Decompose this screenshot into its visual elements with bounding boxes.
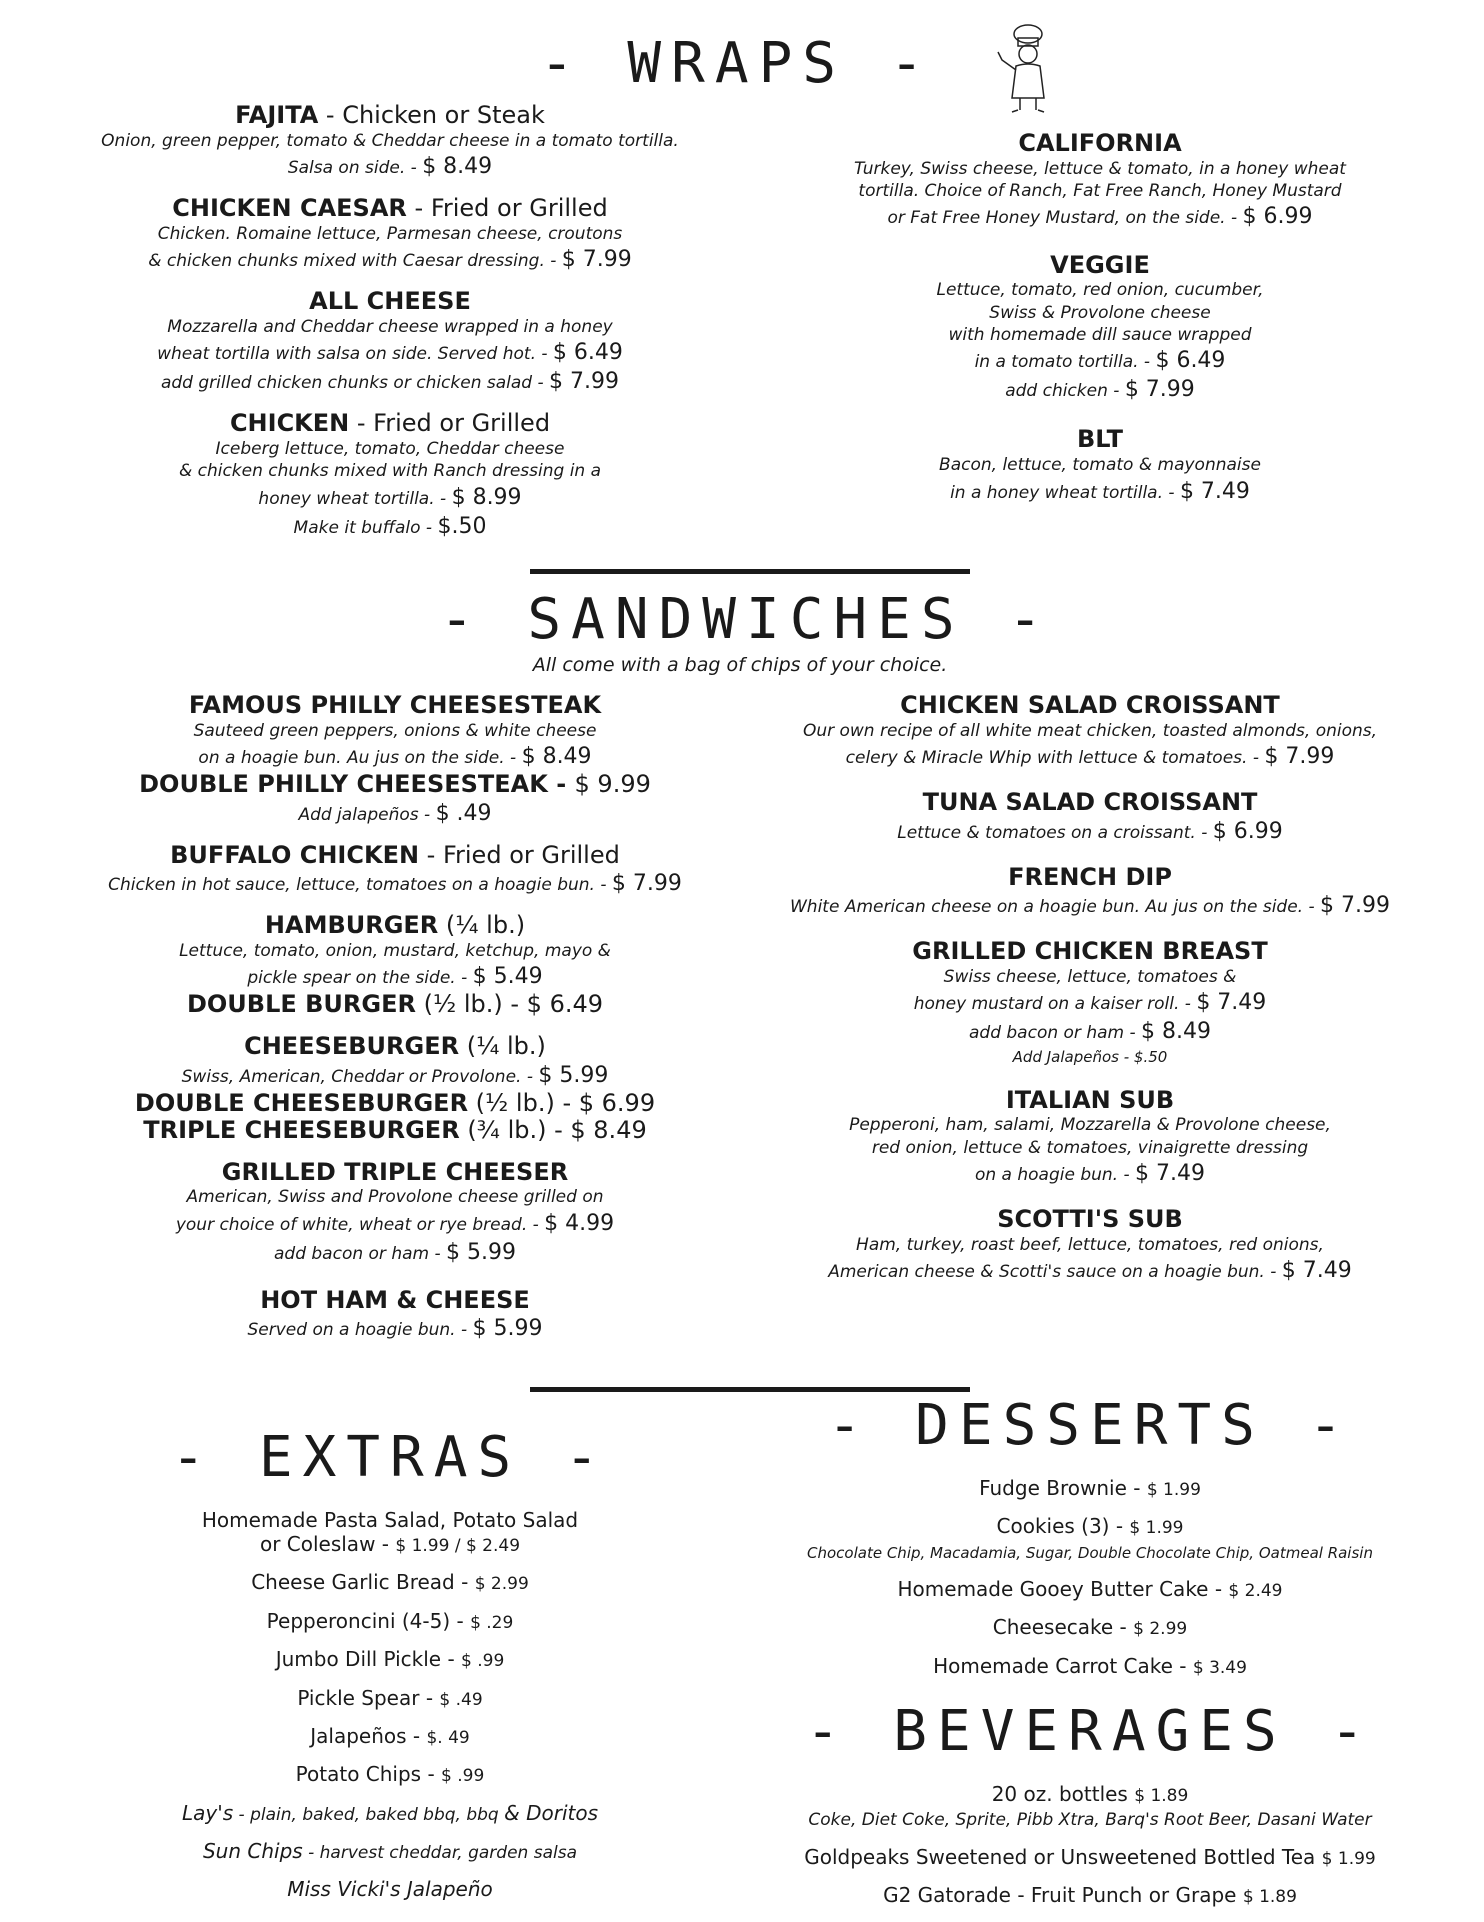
item-price: $ 6.49: [1155, 348, 1226, 374]
item-price: $ 8.49: [422, 154, 493, 180]
menu-item: [60, 991, 730, 1019]
item-addon-price: $.50: [437, 513, 487, 539]
item-addon: add chicken -: [1005, 381, 1125, 402]
item-price: $ 1.99 / $ 2.49: [395, 1536, 521, 1556]
item-price: $ 8.99: [451, 484, 522, 510]
item-desc: wheat tortilla with salsa on side. Served hot. -: [157, 344, 553, 365]
item-price: $ 1.99: [1129, 1518, 1184, 1539]
item-name: GRILLED TRIPLE CHEESER: [221, 1157, 569, 1186]
beverage-item: [770, 1782, 1410, 1831]
item-name: DOUBLE CHEESEBURGER: [134, 1088, 469, 1117]
item-name: TUNA SALAD CROISSANT: [922, 788, 1258, 817]
extras-heading: - EXTRAS -: [171, 1425, 609, 1490]
item-desc: tortilla. Choice of Ranch, Fat Free Ranch, Honey Mustard: [858, 181, 1342, 202]
menu-item: [80, 288, 700, 396]
menu-item: [80, 195, 700, 274]
menu-item: [780, 252, 1420, 405]
item-desc: Onion, green pepper, tomato & Cheddar cheese in a tomato tortilla.: [101, 130, 679, 151]
item-price: $ .49: [439, 1689, 483, 1710]
item-addon-price: $ 8.49: [1141, 1019, 1211, 1045]
item-desc: in a tomato tortilla. -: [974, 352, 1156, 373]
item-name: CHICKEN: [229, 409, 350, 438]
item-price: $ 3.49: [1192, 1657, 1247, 1678]
item-name: ITALIAN SUB: [1005, 1085, 1175, 1114]
item-note: Chocolate Chip, Macadamia, Sugar, Double Chocolate Chip, Oatmeal Raisin: [807, 1543, 1373, 1562]
item-desc: with homemade dill sauce wrapped: [948, 324, 1252, 345]
item-desc: Bacon, lettuce, tomato & mayonnaise: [939, 455, 1261, 476]
item-name: Homemade Carrot Cake -: [933, 1653, 1193, 1678]
item-desc: your choice of white, wheat or rye bread. -: [175, 1214, 545, 1235]
item-addon-price: $ .49: [435, 800, 492, 826]
item-name: Jalapeños -: [310, 1723, 427, 1748]
item-variant: - Fried or Grilled: [406, 194, 608, 223]
item-price: $ .29: [470, 1612, 514, 1633]
item-name: Goldpeaks Sweetened or Unsweetened Bottled Tea: [804, 1844, 1322, 1869]
item-desc: White American cheese on a hoagie bun. Au jus on the side. -: [789, 897, 1321, 918]
chip-brand: Miss Vicki's Jalapeño: [287, 1876, 493, 1901]
menu-item: [80, 410, 700, 541]
item-name: Cookies (3) -: [996, 1514, 1130, 1539]
item-desc: in a honey wheat tortilla. -: [950, 482, 1180, 503]
item-desc: Turkey, Swiss cheese, lettuce & tomato, in a honey wheat: [854, 158, 1346, 179]
extras-item: [70, 1724, 710, 1748]
item-name: ALL CHEESE: [309, 287, 471, 316]
item-name: BLT: [1077, 425, 1123, 454]
item-price: $ 5.99: [472, 1316, 543, 1342]
menu-item: [60, 1159, 730, 1267]
item-name: FAJITA: [235, 101, 319, 129]
item-variant: (¼ lb.): [459, 1031, 546, 1060]
item-name: G2 Gatorade - Fruit Punch or Grape: [883, 1883, 1243, 1908]
item-desc: Sauteed green peppers, onions & white cheese: [193, 720, 597, 741]
item-desc: honey wheat tortilla. -: [258, 488, 452, 509]
menu-item: [60, 1090, 730, 1118]
menu-item: [760, 789, 1420, 846]
item-name: Homemade Gooey Butter Cake -: [897, 1576, 1229, 1601]
item-price: $ 7.49: [1135, 1161, 1206, 1187]
desserts-heading: - DESSERTS -: [827, 1393, 1353, 1458]
item-name: DOUBLE BURGER: [186, 990, 416, 1019]
item-desc: Iceberg lettuce, tomato, Cheddar cheese: [215, 438, 565, 459]
menu-item: [60, 1287, 730, 1344]
item-desc: Pepperoni, ham, salami, Mozzarella & Provolone cheese,: [849, 1115, 1331, 1136]
item-price: $ 4.99: [544, 1210, 615, 1236]
item-name: or Coleslaw -: [259, 1532, 396, 1556]
wraps-heading: - WRAPS -: [540, 31, 934, 96]
menu-item: [60, 692, 730, 771]
item-price: $ 6.99: [1212, 818, 1283, 844]
item-variant: - Chicken or Steak: [318, 101, 545, 129]
item-price: $ 8.49: [521, 744, 592, 770]
extras-section: [70, 1425, 710, 1915]
item-price: $ .99: [441, 1766, 485, 1787]
chip-brand: & Doritos: [504, 1800, 598, 1825]
item-price: $ .99: [461, 1651, 505, 1672]
menu-item: [760, 1087, 1420, 1189]
chips-option: [70, 1801, 710, 1825]
item-price: $ 1.89: [1242, 1887, 1297, 1908]
menu-item: [760, 1206, 1420, 1285]
item-desc: Chicken in hot sauce, lettuce, tomatoes on a hoagie bun. -: [108, 875, 612, 896]
item-name: HOT HAM & CHEESE: [260, 1285, 530, 1314]
beverage-item: [770, 1883, 1410, 1907]
item-name: Jumbo Dill Pickle -: [275, 1647, 462, 1672]
item-desc: Chicken. Romaine lettuce, Parmesan cheese, croutons: [157, 223, 623, 244]
item-variant: (¾ lb.) -: [459, 1116, 571, 1145]
item-name: 20 oz. bottles: [991, 1781, 1135, 1806]
item-addon: Make it buffalo -: [293, 517, 438, 538]
section-divider: [530, 1387, 970, 1392]
item-price: $ 6.49: [552, 340, 623, 366]
extras-item: [70, 1609, 710, 1633]
extras-item: [70, 1762, 710, 1786]
item-price: $ 5.99: [538, 1062, 609, 1088]
item-name: CHICKEN CAESAR: [172, 194, 407, 223]
chef-icon: [990, 22, 1060, 114]
item-desc: American cheese & Scotti's sauce on a hoagie bun. -: [828, 1262, 1282, 1283]
section-divider: [530, 569, 970, 574]
item-desc: & chicken chunks mixed with Caesar dressing. -: [148, 251, 562, 272]
dessert-item: [770, 1476, 1410, 1500]
chips-option: [70, 1839, 710, 1863]
item-price: $ 8.49: [570, 1116, 647, 1145]
item-price: $ 5.49: [472, 964, 543, 990]
chip-brand: Lay's: [182, 1800, 234, 1825]
extras-item: [70, 1570, 710, 1594]
item-desc: Lettuce, tomato, onion, mustard, ketchup, mayo &: [179, 940, 611, 961]
chip-flavors: - harvest cheddar, garden salsa: [302, 1842, 577, 1863]
item-desc: Swiss & Provolone cheese: [989, 302, 1211, 323]
item-desc: & chicken chunks mixed with Ranch dressing in a: [178, 461, 602, 482]
sandwiches-left-column: [60, 692, 730, 1358]
item-desc: Swiss cheese, lettuce, tomatoes &: [943, 966, 1237, 987]
item-desc: or Fat Free Honey Mustard, on the side. -: [887, 208, 1243, 229]
menu-item: [780, 130, 1420, 232]
item-name: Cheesecake -: [992, 1615, 1134, 1640]
beverage-item: [770, 1845, 1410, 1869]
sandwiches-subtitle: All come with a bag of chips of your choice.: [532, 654, 948, 676]
item-desc: red onion, lettuce & tomatoes, vinaigrette dressing: [871, 1137, 1309, 1158]
dessert-item: [770, 1654, 1410, 1678]
item-desc: Served on a hoagie bun. -: [247, 1320, 473, 1341]
item-variant: - Fried or Grilled: [419, 840, 620, 869]
item-price: $ 2.99: [1133, 1619, 1188, 1640]
item-desc: honey mustard on a kaiser roll. -: [913, 994, 1197, 1015]
menu-item: [780, 426, 1420, 505]
dessert-item: [770, 1615, 1410, 1639]
item-price: $ 2.49: [1228, 1580, 1283, 1601]
item-desc: Mozzarella and Cheddar cheese wrapped in a honey: [167, 316, 613, 337]
item-price: $ 9.99: [574, 770, 651, 799]
item-addon: Add Jalapeños - $.50: [1012, 1048, 1168, 1067]
item-name: VEGGIE: [1050, 250, 1150, 279]
item-name: HAMBURGER: [264, 911, 439, 940]
wraps-left-column: [80, 102, 700, 555]
item-name: CALIFORNIA: [1018, 129, 1182, 157]
item-price: $ 7.99: [1264, 744, 1335, 770]
item-price: $ 7.99: [611, 871, 682, 897]
item-desc: Ham, turkey, roast beef, lettuce, tomatoes, red onions,: [856, 1234, 1324, 1255]
item-price: $ 6.49: [526, 990, 604, 1019]
chip-flavors: - plain, baked, baked bbq, bbq: [233, 1804, 505, 1825]
extras-item: [70, 1686, 710, 1710]
item-desc: Swiss, American, Cheddar or Provolone. -: [181, 1066, 539, 1087]
menu-item: [760, 938, 1420, 1069]
menu-item: [60, 1117, 730, 1145]
item-addon-price: $ 7.99: [1124, 377, 1195, 403]
item-variant: - Fried or Grilled: [349, 409, 551, 438]
item-name: Homemade Pasta Salad, Potato Salad: [201, 1508, 579, 1532]
item-variant: (¼ lb.): [438, 911, 526, 940]
item-name: Potato Chips -: [295, 1762, 442, 1787]
item-name: Pepperoncini (4-5) -: [266, 1608, 471, 1633]
item-variant: (½ lb.) -: [415, 990, 527, 1019]
chip-brand: Sun Chips: [202, 1838, 303, 1863]
item-price: $ 7.99: [561, 247, 632, 273]
item-name: Fudge Brownie -: [979, 1476, 1147, 1500]
menu-item: [60, 1033, 730, 1090]
item-desc: pickle spear on the side. -: [247, 968, 473, 989]
item-addon: add bacon or ham -: [273, 1243, 447, 1264]
item-desc: on a hoagie bun. Au jus on the side. -: [198, 748, 522, 769]
item-price: $ 7.99: [1320, 893, 1391, 919]
item-desc: Lettuce & tomatoes on a croissant. -: [897, 822, 1213, 843]
menu-item: [60, 771, 730, 828]
item-desc: Salsa on side. -: [287, 158, 423, 179]
item-name: FAMOUS PHILLY CHEESESTEAK: [188, 691, 602, 719]
item-addon: add bacon or ham -: [968, 1023, 1142, 1044]
sandwiches-header: [440, 587, 1053, 676]
menu-item: [760, 864, 1420, 921]
item-note: Coke, Diet Coke, Sprite, Pibb Xtra, Barq's Root Beer, Dasani Water: [808, 1810, 1372, 1831]
desserts-section: [770, 1393, 1410, 1922]
extras-item: [70, 1647, 710, 1671]
item-price: $ 2.99: [474, 1574, 529, 1595]
item-price: $ 1.99: [1146, 1480, 1201, 1500]
item-name: DOUBLE PHILLY CHEESESTEAK -: [139, 770, 575, 799]
item-price: $ 1.99: [1321, 1848, 1376, 1869]
item-name: TRIPLE CHEESEBURGER: [143, 1116, 460, 1145]
item-addon-price: $ 7.99: [549, 369, 620, 395]
item-price: $ 7.49: [1179, 478, 1250, 504]
item-addon: Add jalapeños -: [298, 804, 436, 825]
item-price: $ 7.49: [1281, 1258, 1352, 1284]
item-name: CHEESEBURGER: [244, 1031, 460, 1060]
item-variant: (½ lb.) -: [468, 1088, 579, 1117]
menu-item: [60, 842, 730, 899]
item-name: Pickle Spear -: [297, 1685, 440, 1710]
item-price: $ 6.99: [578, 1088, 656, 1117]
beverages-heading: - BEVERAGES -: [805, 1698, 1375, 1764]
menu-item: [80, 102, 700, 181]
item-name: Cheese Garlic Bread -: [251, 1570, 475, 1595]
item-desc: celery & Miracle Whip with lettuce & tomatoes. -: [845, 748, 1265, 769]
dessert-item: [770, 1514, 1410, 1562]
item-desc: American, Swiss and Provolone cheese grilled on: [186, 1187, 604, 1208]
extras-item: [70, 1508, 710, 1556]
wraps-right-column: [780, 130, 1420, 520]
item-name: GRILLED CHICKEN BREAST: [912, 937, 1268, 966]
menu-item: [60, 912, 730, 991]
sandwiches-right-column: [760, 692, 1420, 1299]
item-desc: on a hoagie bun. -: [974, 1165, 1136, 1186]
item-name: SCOTTI'S SUB: [997, 1205, 1183, 1234]
item-price: $. 49: [426, 1727, 470, 1748]
item-price: $ 6.99: [1242, 204, 1313, 230]
sandwiches-heading: - SANDWICHES -: [440, 587, 1053, 652]
item-addon-price: $ 5.99: [446, 1239, 516, 1265]
item-name: FRENCH DIP: [1008, 862, 1172, 891]
item-name: CHICKEN SALAD CROISSANT: [900, 691, 1280, 719]
item-price: $ 7.49: [1196, 990, 1267, 1016]
item-desc: Lettuce, tomato, red onion, cucumber,: [936, 280, 1264, 301]
item-name: BUFFALO CHICKEN: [170, 840, 420, 869]
item-addon: add grilled chicken chunks or chicken salad -: [160, 373, 550, 394]
item-price: $ 1.89: [1134, 1785, 1189, 1806]
menu-item: [760, 692, 1420, 771]
dessert-item: [770, 1577, 1410, 1601]
chips-option: [70, 1877, 710, 1901]
item-desc: Our own recipe of all white meat chicken, toasted almonds, onions,: [802, 720, 1378, 741]
